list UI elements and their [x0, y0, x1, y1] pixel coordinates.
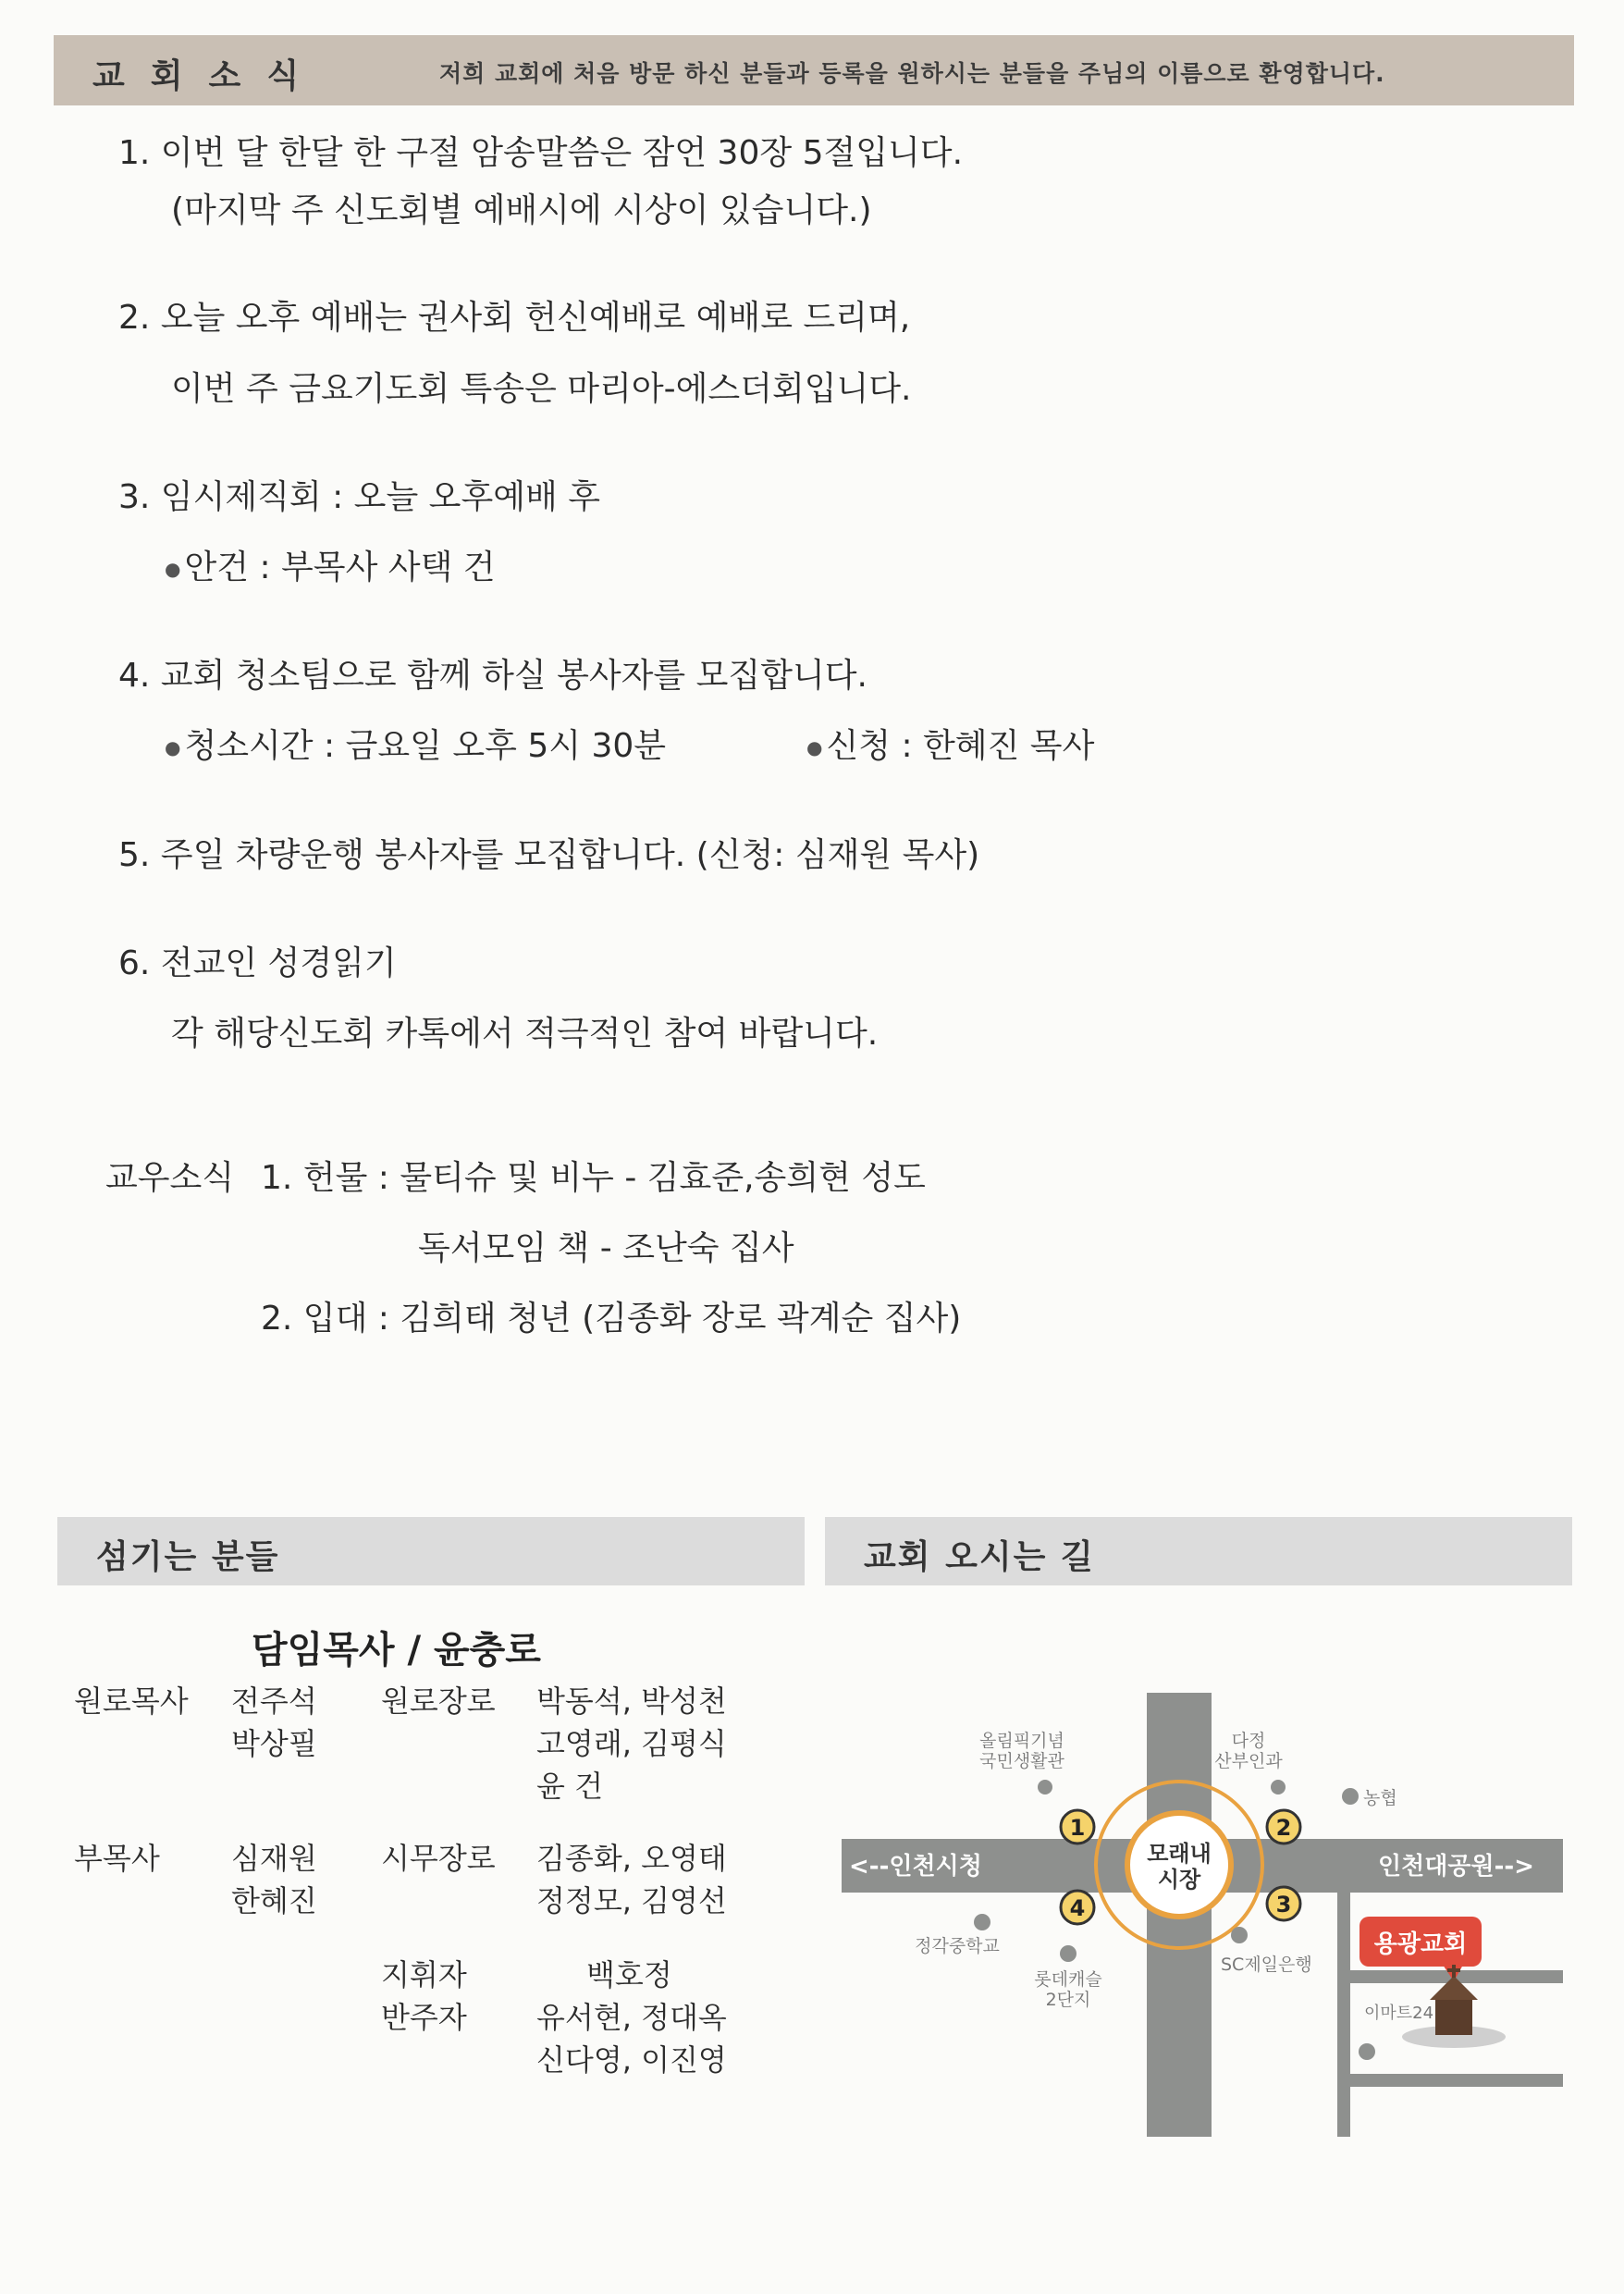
name-line: 유서현, 정대옥	[536, 2000, 727, 2035]
role-names	[586, 1954, 672, 1996]
exit-3-label: 3	[1275, 1892, 1292, 1918]
members-line1: 1. 헌물 : 물티슈 및 비누 - 김효준,송희현 성도	[261, 1159, 926, 1197]
directions-section-title: 교회 오시는 길	[864, 1538, 1095, 1576]
servants-section-title: 섬기는 분들	[96, 1538, 280, 1576]
landmark-clinic-2: 산부인과	[1214, 1751, 1283, 1771]
bullet-icon: ●	[165, 558, 181, 580]
news-5-line1: 5. 주일 차량운행 봉사자를 모집합니다. (신청: 심재원 목사)	[118, 836, 980, 874]
name-line: 고영래, 김평식	[536, 1726, 727, 1761]
bullet-icon: ●	[806, 736, 823, 758]
landmark-emart: 이마트24	[1364, 2004, 1434, 2023]
header-subtitle: 저희 교회에 처음 방문 하신 분들과 등록을 원하시는 분들을 주님의 이름으로 환영합니다.	[439, 60, 1385, 87]
news-6-line1: 6. 전교인 성경읽기	[118, 944, 397, 982]
church-building	[1435, 1998, 1472, 2035]
news-2-line1: 2. 오늘 오후 예배는 권사회 헌신예배로 예배로 드리며,	[118, 299, 911, 337]
landmark-dot	[1359, 2043, 1375, 2060]
landmark-olympic-1: 올림픽기념	[979, 1731, 1064, 1751]
market-label-2: 시장	[1157, 1867, 1201, 1893]
role-names	[536, 1837, 727, 1922]
landmark-clinic-1: 다정	[1231, 1731, 1266, 1751]
name-line: 한혜진	[231, 1883, 317, 1918]
name-line: 백호정	[586, 1957, 672, 1992]
role-names	[536, 1680, 727, 1807]
church-cross-bar	[1447, 1968, 1460, 1972]
news-4-line1: 4. 교회 청소팀으로 함께 하실 봉사자를 모집합니다.	[118, 657, 867, 695]
members-label: 교우소식	[105, 1159, 235, 1197]
exit-2-label: 2	[1275, 1815, 1292, 1841]
name-line: 윤 건	[536, 1769, 603, 1804]
landmark-dot	[974, 1914, 990, 1930]
name-line: 전주석	[231, 1684, 317, 1719]
name-line: 심재원	[231, 1841, 317, 1876]
role-names	[231, 1680, 317, 1765]
church-map	[842, 1693, 1563, 2137]
right-road-label: 인천대공원-->	[1378, 1853, 1534, 1881]
role-label: 지휘자	[381, 1957, 467, 1992]
landmark-olympic-2: 국민생활관	[979, 1751, 1064, 1771]
church-name: 용광교회	[1373, 1930, 1468, 1958]
news-2-line2: 이번 주 금요기도회 특송은 마리아-에스더회입니다.	[171, 370, 912, 408]
landmark-dot	[1231, 1927, 1248, 1943]
members-line3: 2. 입대 : 김희태 청년 (김종화 장로 곽계순 집사)	[261, 1300, 962, 1338]
role-names	[231, 1837, 317, 1922]
news-1-line1: 1. 이번 달 한달 한 구절 암송말씀은 잠언 30장 5절입니다.	[118, 134, 964, 172]
news-4-apply: 신청 : 한혜진 목사	[826, 727, 1095, 765]
landmark-nonghyup: 농협	[1363, 1788, 1397, 1808]
role-label: 원로장로	[381, 1684, 496, 1719]
role-label: 시무장로	[381, 1841, 496, 1876]
landmark-dot	[1342, 1788, 1359, 1805]
role-names	[536, 1996, 727, 2081]
news-3-line1: 3. 임시제직회 : 오늘 오후예배 후	[118, 478, 601, 516]
news-4-line2	[165, 727, 667, 765]
landmark-school: 정각중학교	[915, 1936, 1000, 1956]
news-1-line2: (마지막 주 신도회별 예배시에 시상이 있습니다.)	[171, 191, 872, 229]
name-line: 신다영, 이진영	[536, 2042, 727, 2078]
name-line: 박상필	[231, 1726, 317, 1761]
name-line: 정정모, 김영선	[536, 1883, 727, 1918]
name-line: 김종화, 오영태	[536, 1841, 727, 1876]
news-3-agenda: 안건 : 부목사 사택 건	[184, 549, 496, 586]
exit-4-label: 4	[1069, 1895, 1086, 1921]
role-label: 원로목사	[74, 1684, 189, 1719]
bullet-icon: ●	[165, 736, 181, 758]
news-3-line2	[165, 551, 496, 585]
landmark-dot	[1271, 1780, 1286, 1794]
landmark-lotte-2: 2단지	[1045, 1990, 1091, 2010]
name-line: 박동석, 박성천	[536, 1684, 727, 1719]
news-4-line3	[806, 727, 1095, 765]
role-label: 부목사	[74, 1841, 160, 1876]
market-label-1: 모래내	[1147, 1841, 1212, 1867]
news-6-line2: 각 해당신도회 카톡에서 적극적인 참여 바랍니다.	[171, 1015, 879, 1053]
landmark-dot	[1060, 1945, 1077, 1962]
landmark-sc-bank: SC제일은행	[1221, 1955, 1312, 1975]
header-title: 교회소식	[92, 57, 326, 95]
news-4-cleaning-time: 청소시간 : 금요일 오후 5시 30분	[184, 727, 667, 765]
landmark-dot	[1038, 1780, 1052, 1794]
landmark-lotte-1: 롯데캐슬	[1034, 1969, 1102, 1990]
members-line2: 독서모임 책 - 조난숙 집사	[418, 1229, 794, 1267]
senior-pastor: 담임목사 / 윤충로	[252, 1629, 541, 1671]
exit-1-label: 1	[1069, 1815, 1086, 1841]
side-street	[1350, 2074, 1563, 2087]
side-street	[1337, 1893, 1350, 2137]
role-label: 반주자	[381, 2000, 467, 2035]
left-road-label: <--인천시청	[849, 1853, 982, 1881]
